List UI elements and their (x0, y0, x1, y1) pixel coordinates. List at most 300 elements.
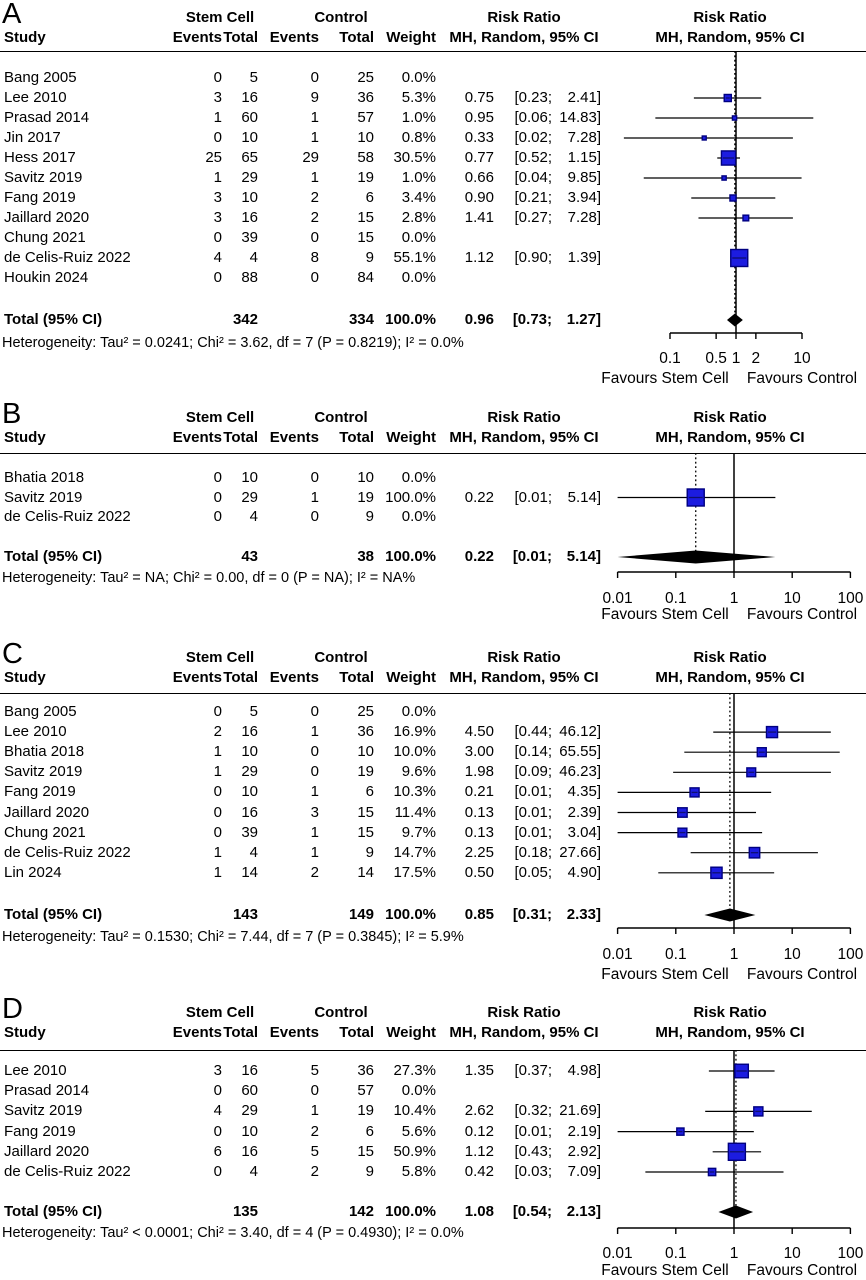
column-header-control-group: Control (314, 649, 368, 666)
total-control: 57 (357, 109, 374, 126)
weight-value: 9.6% (401, 763, 436, 781)
ci-upper: 4.35] (567, 783, 601, 801)
weight-value: 16.9% (393, 723, 436, 741)
effect-square (743, 215, 749, 221)
events-control: 9 (310, 89, 319, 106)
events-stem-cell: 0 (213, 1163, 222, 1180)
events-stem-cell: 1 (213, 863, 222, 881)
events-control: 1 (310, 1102, 319, 1120)
ci-lower: [0.37; (514, 1062, 552, 1079)
events-control: 3 (310, 803, 319, 821)
panel-label: D (2, 993, 23, 1025)
column-header-control-group: Control (314, 1004, 368, 1021)
column-header-risk-ratio-text: Risk Ratio (487, 409, 561, 426)
study-name: Lee 2010 (4, 1062, 67, 1079)
total-stem-cell: 29 (241, 488, 258, 506)
weight-value: 17.5% (393, 863, 436, 881)
rr-estimate: 0.22 (464, 488, 494, 506)
rr-estimate: 0.13 (464, 823, 494, 841)
total-stem-cell: 29 (241, 169, 258, 186)
events-control: 2 (310, 1163, 319, 1180)
total-stem-cell: 16 (241, 803, 258, 821)
panel-A (0, 0, 866, 398)
column-header-events-stem: Events (172, 429, 222, 446)
events-stem-cell: 3 (213, 209, 222, 226)
ci-lower: [0.01; (514, 488, 552, 506)
events-control: 1 (310, 723, 319, 741)
weight-value: 10.3% (393, 783, 436, 801)
panel-B (0, 400, 866, 637)
rr-estimate: 1.12 (464, 1142, 494, 1160)
events-control: 0 (310, 508, 319, 525)
total-control: 58 (357, 149, 374, 166)
events-stem-cell: 1 (213, 169, 222, 186)
study-name: Fang 2019 (4, 783, 76, 801)
heterogeneity-note: Heterogeneity: Tau² = NA; Chi² = 0.00, df = 0 (P = NA); I² = NA% (2, 570, 416, 586)
summary-diamond (704, 909, 755, 922)
events-control: 0 (310, 69, 319, 86)
tick-label: 1 (729, 1245, 739, 1262)
ci-upper: 65.55] (559, 743, 601, 761)
total-control: 9 (365, 843, 374, 861)
weight-value: 27.3% (393, 1062, 436, 1079)
column-header-risk-ratio-text: Risk Ratio (487, 1004, 561, 1021)
x-axis (618, 1228, 851, 1234)
total-control: 25 (357, 69, 374, 86)
total-control: 10 (357, 129, 374, 146)
total-stem-cell: 5 (249, 69, 258, 86)
study-name: de Celis-Ruiz 2022 (4, 508, 131, 525)
total-control-sum: 38 (357, 548, 374, 565)
column-header-events-stem: Events (172, 1024, 222, 1041)
column-header-events-ctrl: Events (269, 29, 319, 46)
events-stem-cell: 1 (213, 763, 222, 781)
column-header-stem-cell-group: Stem Cell (185, 409, 255, 426)
ci-upper: 4.90] (567, 863, 601, 881)
weight-value: 0.0% (401, 469, 436, 486)
weight-value: 10.0% (393, 743, 436, 761)
total-control: 15 (357, 1142, 374, 1160)
total-control: 19 (357, 488, 374, 506)
weight-value: 10.4% (393, 1102, 436, 1120)
summary-diamond (718, 1206, 753, 1219)
events-stem-cell: 0 (213, 488, 222, 506)
column-header-mh-random-ci-plot: MH, Random, 95% CI (655, 29, 805, 46)
ci-upper: 2.39] (567, 803, 601, 821)
events-control: 0 (310, 763, 319, 781)
study-name: Hess 2017 (4, 149, 76, 166)
column-header-events-ctrl: Events (269, 429, 319, 446)
events-control: 1 (310, 488, 319, 506)
ci-upper: 46.23] (559, 763, 601, 781)
total-stem-cell: 16 (241, 723, 258, 741)
ci-lower: [0.05; (514, 863, 552, 881)
column-header-total-ctrl: Total (339, 669, 374, 686)
ci-lower: [0.21; (514, 189, 552, 206)
weight-value: 100.0% (385, 488, 436, 506)
total-stem-cell: 4 (249, 843, 258, 861)
ci-lower: [0.52; (514, 149, 552, 166)
weight-value: 0.0% (401, 703, 436, 720)
ci-upper: 7.28] (567, 129, 601, 146)
total-weight: 100.0% (385, 311, 436, 328)
events-control: 29 (302, 149, 319, 166)
events-stem-cell: 0 (213, 783, 222, 801)
total-stem-cell: 16 (241, 1062, 258, 1079)
weight-value: 55.1% (393, 249, 436, 266)
events-stem-cell: 0 (213, 1122, 222, 1140)
total-stem-cell: 4 (249, 249, 258, 266)
tick-label: 0.01 (602, 590, 633, 607)
column-header-study: Study (4, 1024, 46, 1041)
tick-label: 0.1 (659, 350, 681, 367)
total-rr-estimate: 0.22 (464, 548, 494, 565)
x-axis (618, 928, 851, 934)
ci-upper: 2.41] (567, 89, 601, 106)
column-header-mh-random-ci-text: MH, Random, 95% CI (449, 29, 599, 46)
total-stem-cell: 10 (241, 743, 258, 761)
ci-upper: 14.83] (559, 109, 601, 126)
total-stem-cell: 14 (241, 863, 258, 881)
heterogeneity-note: Heterogeneity: Tau² = 0.1530; Chi² = 7.44, df = 7 (P = 0.3845); I² = 5.9% (2, 929, 464, 945)
weight-value: 11.4% (394, 803, 436, 821)
events-control: 2 (310, 863, 319, 881)
total-stem-cell: 29 (241, 763, 258, 781)
total-control-sum: 142 (348, 1203, 374, 1220)
tick-label: 100 (837, 590, 864, 607)
events-stem-cell: 0 (213, 129, 222, 146)
ci-upper: 27.66] (559, 843, 601, 861)
rr-estimate: 0.95 (464, 109, 494, 126)
study-name: Chung 2021 (4, 229, 86, 246)
events-stem-cell: 1 (213, 843, 222, 861)
events-control: 8 (310, 249, 319, 266)
ci-lower: [0.04; (514, 169, 552, 186)
tick-label: 100 (837, 1245, 864, 1262)
column-header-stem-cell-group: Stem Cell (185, 649, 255, 666)
tick-label: 10 (783, 1245, 801, 1262)
study-name: Houkin 2024 (4, 269, 89, 286)
weight-value: 2.8% (401, 209, 436, 226)
rr-estimate: 1.12 (464, 249, 494, 266)
tick-label: 1 (729, 946, 739, 963)
favours-right-label: Favours Control (746, 1262, 858, 1279)
forest-plot (590, 640, 866, 993)
events-control: 1 (310, 843, 319, 861)
total-ci-lower: [0.31; (512, 906, 552, 923)
favours-left-label: Favours Stem Cell (601, 606, 729, 623)
events-stem-cell: 0 (213, 823, 222, 841)
column-header-study: Study (4, 29, 46, 46)
rr-estimate: 1.35 (464, 1062, 494, 1079)
forest-plot (590, 995, 866, 1280)
events-stem-cell: 1 (213, 109, 222, 126)
x-axis (618, 572, 851, 578)
ci-lower: [0.01; (514, 783, 552, 801)
ci-lower: [0.27; (514, 209, 552, 226)
rr-estimate: 3.00 (464, 743, 494, 761)
rr-estimate: 0.42 (464, 1163, 494, 1180)
column-header-total-ctrl: Total (339, 29, 374, 46)
total-stem-cell: 4 (249, 1163, 258, 1180)
rr-estimate: 1.98 (464, 763, 494, 781)
study-name: Savitz 2019 (4, 169, 83, 186)
total-control-sum: 149 (348, 906, 374, 923)
effect-square (702, 136, 706, 140)
total-control: 6 (365, 1122, 374, 1140)
tick-label: 0.01 (602, 1245, 633, 1262)
ci-upper: 5.14] (567, 488, 601, 506)
total-stem-cell: 65 (241, 149, 258, 166)
total-control: 84 (357, 269, 374, 286)
column-header-mh-random-ci-text: MH, Random, 95% CI (449, 669, 599, 686)
study-name: Lee 2010 (4, 89, 67, 106)
events-stem-cell: 0 (213, 803, 222, 821)
column-header-control-group: Control (314, 9, 368, 26)
study-name: Fang 2019 (4, 189, 76, 206)
favours-left-label: Favours Stem Cell (601, 370, 729, 387)
total-control-sum: 334 (348, 311, 374, 328)
total-row-label: Total (95% CI) (4, 906, 103, 923)
total-row-label: Total (95% CI) (4, 548, 103, 565)
rr-estimate: 0.66 (464, 169, 494, 186)
column-header-total-stem: Total (223, 29, 258, 46)
ci-lower: [0.14; (514, 743, 552, 761)
total-stem-cell: 10 (241, 189, 258, 206)
ci-lower: [0.09; (514, 763, 552, 781)
column-header-risk-ratio-plot: Risk Ratio (693, 9, 767, 26)
weight-value: 0.0% (401, 269, 436, 286)
tick-label: 0.1 (665, 1245, 687, 1262)
rr-estimate: 2.25 (464, 843, 494, 861)
study-name: Savitz 2019 (4, 1102, 83, 1120)
events-stem-cell: 0 (213, 269, 222, 286)
total-control: 15 (357, 229, 374, 246)
total-ci-upper: 5.14] (566, 548, 601, 565)
events-control: 2 (310, 189, 319, 206)
tick-label: 1 (729, 590, 739, 607)
favours-left-label: Favours Stem Cell (601, 1262, 729, 1279)
column-header-mh-random-ci-plot: MH, Random, 95% CI (655, 669, 805, 686)
column-header-mh-random-ci-text: MH, Random, 95% CI (449, 429, 599, 446)
total-row-label: Total (95% CI) (4, 311, 103, 328)
total-weight: 100.0% (385, 1203, 436, 1220)
total-ci-upper: 2.33] (566, 906, 601, 923)
total-stem-cell: 16 (241, 1142, 258, 1160)
study-name: Bang 2005 (4, 69, 77, 86)
study-name: Prasad 2014 (4, 109, 90, 126)
ci-upper: 7.28] (567, 209, 601, 226)
effect-square (732, 116, 736, 120)
events-control: 0 (310, 743, 319, 761)
study-name: Prasad 2014 (4, 1082, 90, 1100)
tick-label: 0.5 (705, 350, 727, 367)
column-header-mh-random-ci-plot: MH, Random, 95% CI (655, 1024, 805, 1041)
events-stem-cell: 0 (213, 508, 222, 525)
total-ci-lower: [0.54; (512, 1203, 552, 1220)
total-control: 19 (357, 763, 374, 781)
total-stem-cell: 16 (241, 89, 258, 106)
weight-value: 3.4% (401, 189, 436, 206)
tick-label: 1 (731, 350, 741, 367)
ci-upper: 2.19] (567, 1122, 601, 1140)
events-stem-cell: 1 (213, 743, 222, 761)
favours-left-label: Favours Stem Cell (601, 966, 729, 983)
events-control: 0 (310, 229, 319, 246)
panel-C (0, 640, 866, 993)
events-stem-cell: 4 (213, 249, 222, 266)
ci-lower: [0.43; (514, 1142, 552, 1160)
study-name: Bang 2005 (4, 703, 77, 720)
rr-estimate: 0.21 (464, 783, 494, 801)
total-stem-cell-sum: 43 (241, 548, 258, 565)
study-name: Savitz 2019 (4, 763, 83, 781)
study-name: de Celis-Ruiz 2022 (4, 249, 131, 266)
total-stem-cell: 10 (241, 783, 258, 801)
total-control: 36 (357, 89, 374, 106)
events-control: 0 (310, 269, 319, 286)
total-stem-cell: 39 (241, 823, 258, 841)
total-control: 15 (357, 209, 374, 226)
ci-lower: [0.01; (514, 1122, 552, 1140)
total-stem-cell-sum: 135 (232, 1203, 258, 1220)
column-header-stem-cell-group: Stem Cell (185, 1004, 255, 1021)
total-stem-cell: 60 (241, 109, 258, 126)
study-name: Jaillard 2020 (4, 209, 90, 226)
column-header-events-stem: Events (172, 669, 222, 686)
column-header-risk-ratio-plot: Risk Ratio (693, 649, 767, 666)
tick-label: 100 (837, 946, 864, 963)
total-stem-cell: 4 (249, 508, 258, 525)
events-control: 5 (310, 1062, 319, 1079)
study-name: Lee 2010 (4, 723, 67, 741)
ci-lower: [0.01; (514, 803, 552, 821)
column-header-control-group: Control (314, 409, 368, 426)
column-header-total-ctrl: Total (339, 1024, 374, 1041)
rr-estimate: 0.12 (464, 1122, 494, 1140)
column-header-mh-random-ci-text: MH, Random, 95% CI (449, 1024, 599, 1041)
events-control: 0 (310, 703, 319, 720)
events-stem-cell: 2 (213, 723, 222, 741)
total-control: 57 (357, 1082, 374, 1100)
total-stem-cell: 29 (241, 1102, 258, 1120)
ci-lower: [0.23; (514, 89, 552, 106)
events-control: 0 (310, 469, 319, 486)
panel-label: C (2, 638, 23, 670)
events-stem-cell: 3 (213, 1062, 222, 1079)
weight-value: 0.0% (401, 229, 436, 246)
total-rr-estimate: 1.08 (464, 1203, 494, 1220)
events-stem-cell: 0 (213, 69, 222, 86)
total-stem-cell: 10 (241, 1122, 258, 1140)
total-stem-cell-sum: 342 (232, 311, 258, 328)
rr-estimate: 0.77 (464, 149, 494, 166)
study-name: de Celis-Ruiz 2022 (4, 843, 131, 861)
total-control: 19 (357, 1102, 374, 1120)
total-row-label: Total (95% CI) (4, 1203, 103, 1220)
tick-label: 0.1 (665, 590, 687, 607)
total-ci-lower: [0.01; (512, 548, 552, 565)
column-header-events-ctrl: Events (269, 669, 319, 686)
total-stem-cell: 39 (241, 229, 258, 246)
weight-value: 1.0% (401, 109, 436, 126)
tick-label: 0.01 (602, 946, 633, 963)
rr-estimate: 0.33 (464, 129, 494, 146)
total-control: 14 (357, 863, 374, 881)
column-header-total-ctrl: Total (339, 429, 374, 446)
ci-upper: 7.09] (567, 1163, 601, 1180)
study-name: Jaillard 2020 (4, 1142, 90, 1160)
weight-value: 5.3% (401, 89, 436, 106)
events-control: 5 (310, 1142, 319, 1160)
favours-right-label: Favours Control (746, 966, 858, 983)
column-header-events-ctrl: Events (269, 1024, 319, 1041)
study-name: Bhatia 2018 (4, 743, 85, 761)
total-control: 9 (365, 1163, 374, 1180)
total-control: 15 (357, 803, 374, 821)
total-stem-cell: 10 (241, 469, 258, 486)
weight-value: 5.8% (401, 1163, 436, 1180)
events-stem-cell: 6 (213, 1142, 222, 1160)
rr-estimate: 4.50 (464, 723, 494, 741)
ci-lower: [0.44; (514, 723, 552, 741)
panel-label: B (2, 398, 22, 430)
heterogeneity-note: Heterogeneity: Tau² = 0.0241; Chi² = 3.62, df = 7 (P = 0.8219); I² = 0.0% (2, 335, 464, 351)
ci-upper: 46.12] (559, 723, 601, 741)
events-stem-cell: 3 (213, 89, 222, 106)
events-control: 0 (310, 1082, 319, 1100)
rr-estimate: 0.90 (464, 189, 494, 206)
total-stem-cell-sum: 143 (232, 906, 258, 923)
total-stem-cell: 88 (241, 269, 258, 286)
weight-value: 50.9% (393, 1142, 436, 1160)
summary-diamond (618, 551, 776, 564)
total-stem-cell: 5 (249, 703, 258, 720)
heterogeneity-note: Heterogeneity: Tau² < 0.0001; Chi² = 3.40, df = 4 (P = 0.4930); I² = 0.0% (2, 1225, 464, 1241)
ci-lower: [0.32; (514, 1102, 552, 1120)
events-control: 1 (310, 783, 319, 801)
ci-upper: 1.15] (567, 149, 601, 166)
study-name: Fang 2019 (4, 1122, 76, 1140)
events-stem-cell: 0 (213, 469, 222, 486)
column-header-study: Study (4, 669, 46, 686)
ci-upper: 3.94] (567, 189, 601, 206)
total-control: 19 (357, 169, 374, 186)
weight-value: 0.0% (401, 69, 436, 86)
total-control: 10 (357, 743, 374, 761)
events-stem-cell: 0 (213, 1082, 222, 1100)
forest-plot (590, 400, 866, 637)
ci-lower: [0.90; (514, 249, 552, 266)
forest-plot (590, 0, 866, 398)
total-control: 15 (357, 823, 374, 841)
ci-upper: 9.85] (567, 169, 601, 186)
total-control: 9 (365, 249, 374, 266)
total-control: 6 (365, 189, 374, 206)
rr-estimate: 2.62 (464, 1102, 494, 1120)
events-control: 2 (310, 1122, 319, 1140)
tick-label: 2 (751, 350, 761, 367)
total-control: 36 (357, 1062, 374, 1079)
total-rr-estimate: 0.85 (464, 906, 494, 923)
total-control: 10 (357, 469, 374, 486)
column-header-weight: Weight (386, 429, 436, 446)
ci-lower: [0.03; (514, 1163, 552, 1180)
ci-upper: 21.69] (559, 1102, 601, 1120)
total-control: 9 (365, 508, 374, 525)
weight-value: 5.6% (401, 1122, 436, 1140)
study-name: Lin 2024 (4, 863, 62, 881)
